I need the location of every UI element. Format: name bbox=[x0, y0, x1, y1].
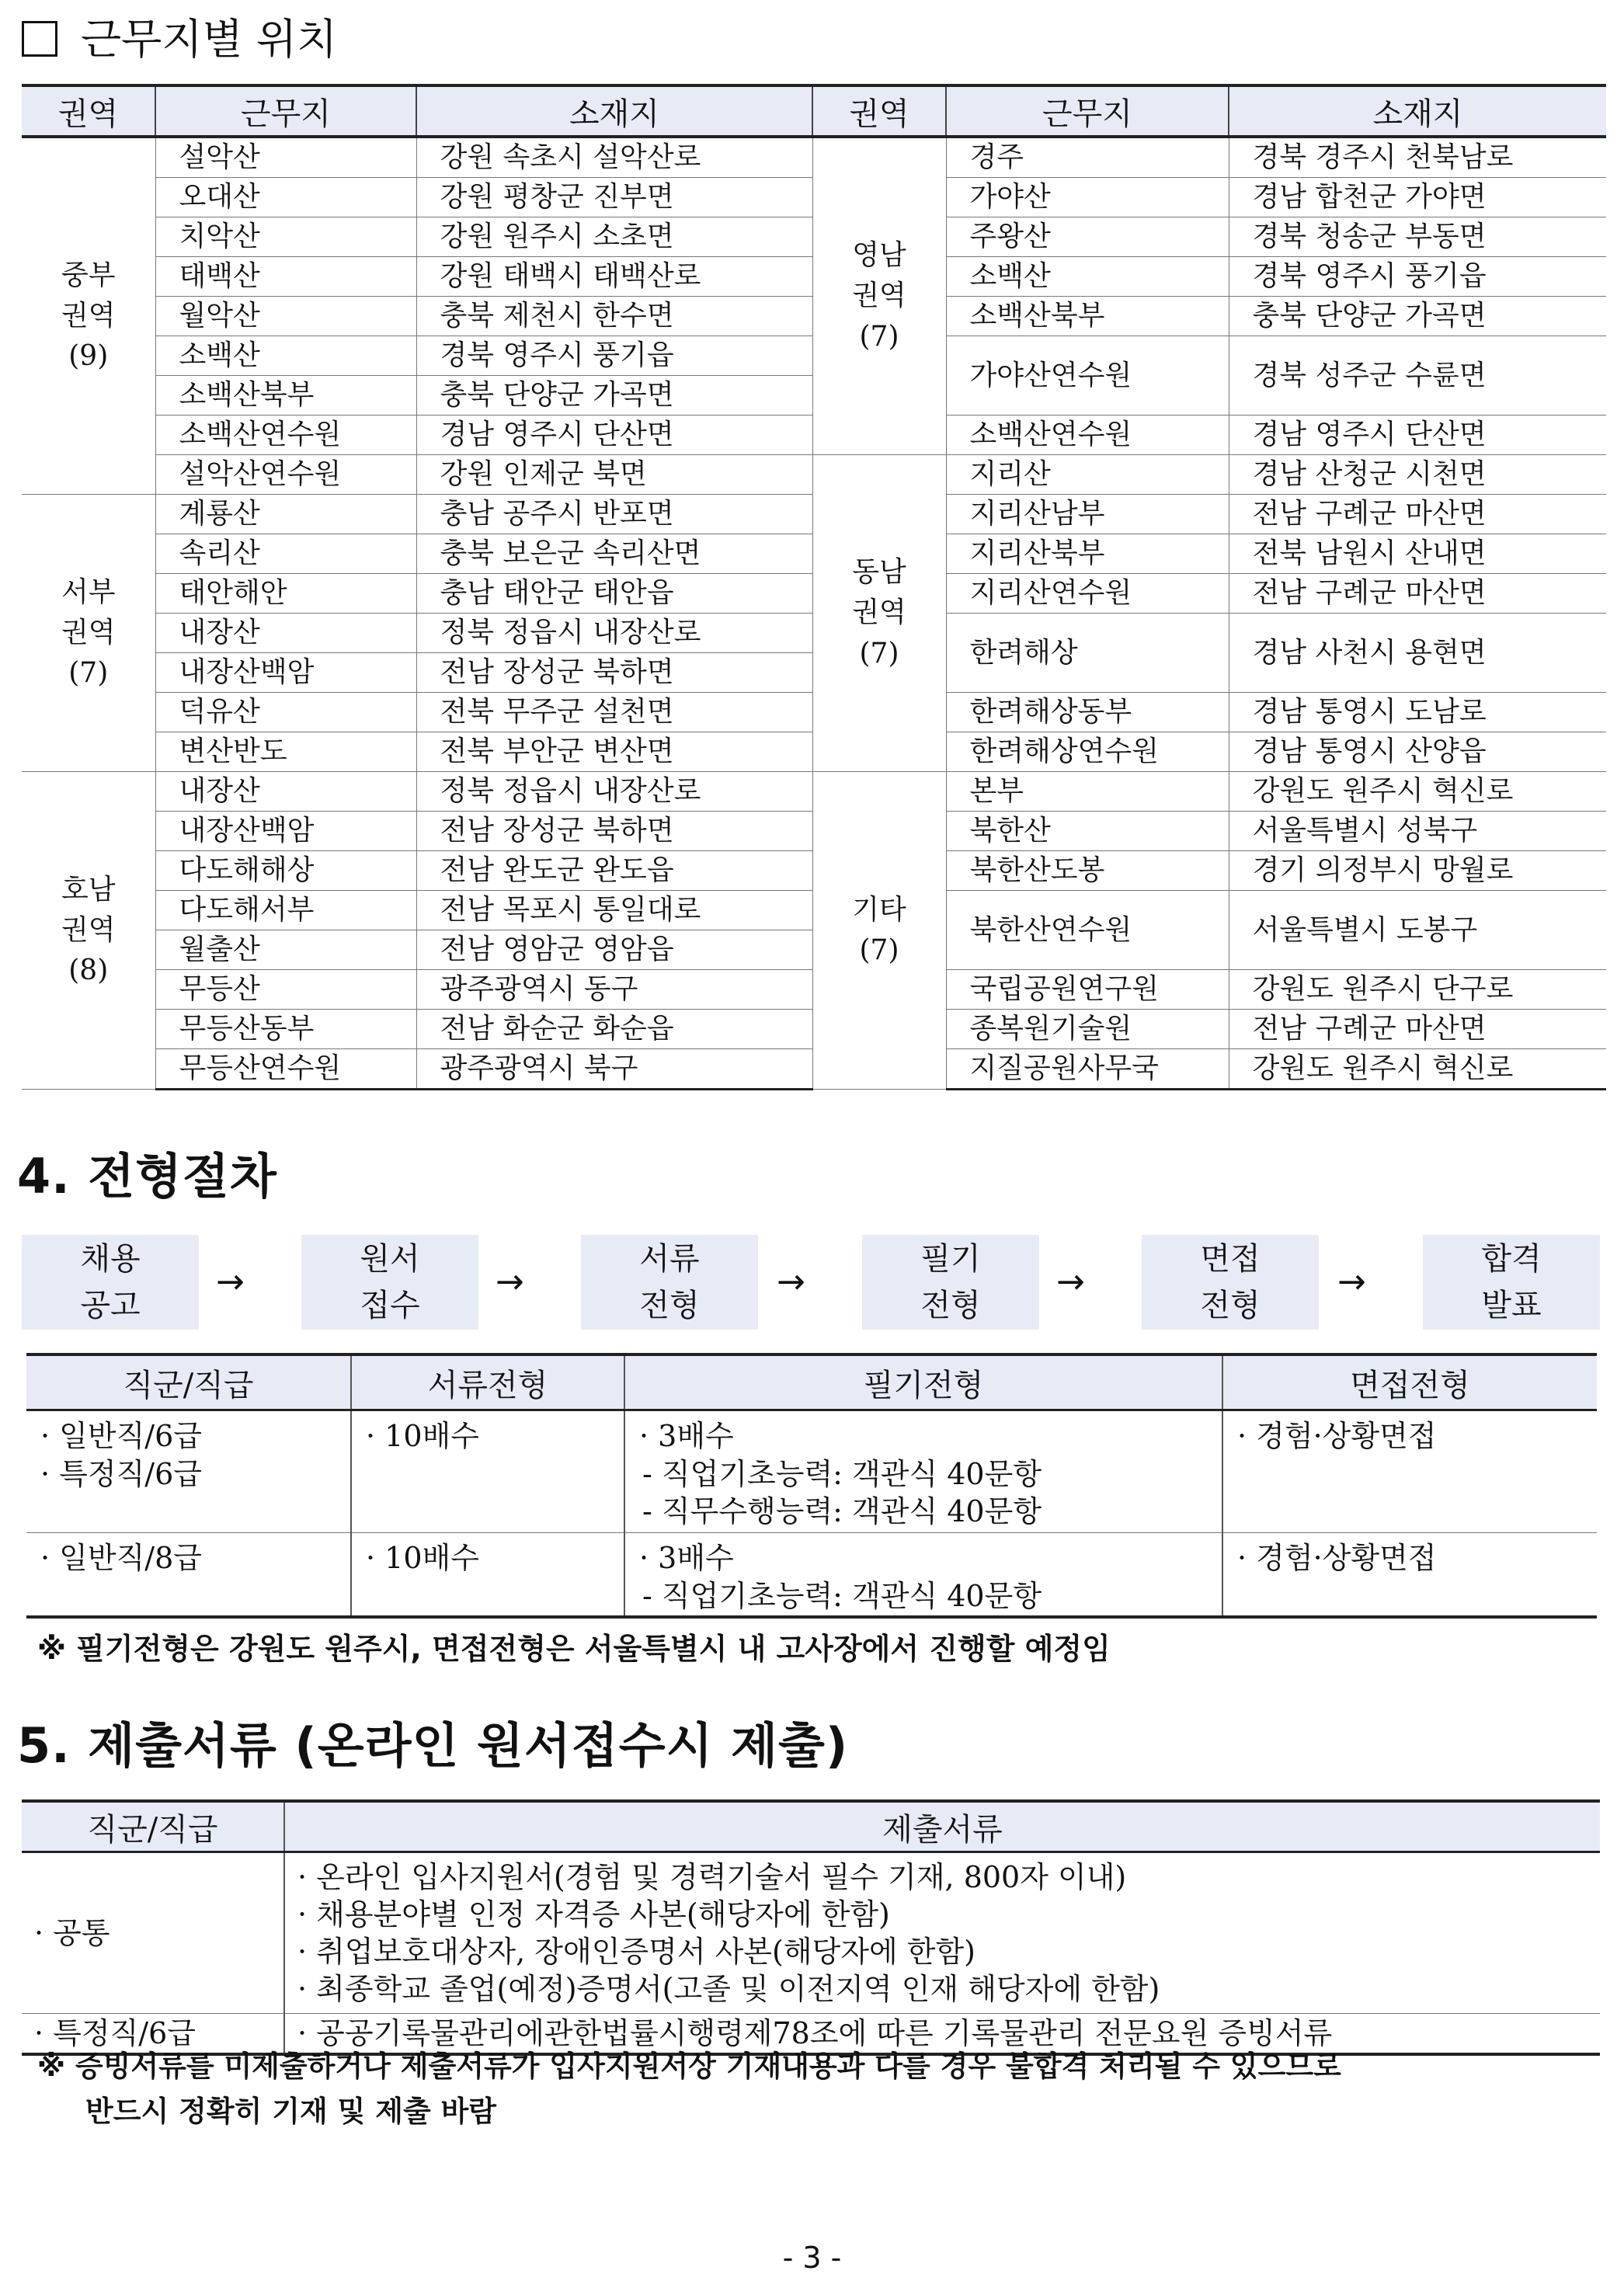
workplace-cell: 다도해해상 bbox=[155, 851, 416, 891]
workplace-cell: 본부 bbox=[946, 772, 1229, 812]
workplace-cell: 지리산북부 bbox=[946, 534, 1229, 574]
workplace-cell: 종복원기술원 bbox=[946, 1010, 1229, 1049]
workplace-cell: 속리산 bbox=[155, 534, 416, 574]
workplace-cell: 국립공원연구원 bbox=[946, 970, 1229, 1010]
workplace-cell: 소백산북부 bbox=[946, 297, 1229, 336]
workplace-cell: 설악산연수원 bbox=[155, 455, 416, 495]
workplace-cell: 소백산 bbox=[155, 336, 416, 376]
region-cell: 동남 권역 (7) bbox=[812, 455, 946, 772]
workplace-cell: 설악산 bbox=[155, 137, 416, 178]
address-cell: 정북 정읍시 내장산로 bbox=[416, 614, 812, 653]
address-cell: 강원 평창군 진부면 bbox=[416, 178, 812, 217]
process-step: 면접 전형 bbox=[1142, 1235, 1319, 1330]
address-cell: 전남 장성군 북하면 bbox=[416, 653, 812, 693]
workplace-cell: 북한산 bbox=[946, 812, 1229, 851]
workplace-cell: 내장산백암 bbox=[155, 653, 416, 693]
workplace-cell: 지리산연수원 bbox=[946, 574, 1229, 614]
address-cell: 전남 구례군 마산면 bbox=[1229, 1010, 1606, 1049]
workplace-cell: 북한산연수원 bbox=[946, 891, 1229, 970]
region-cell: 영남 권역 (7) bbox=[812, 137, 946, 455]
page-number: - 3 - bbox=[782, 2241, 842, 2275]
workplace-cell: 무등산 bbox=[155, 970, 416, 1010]
header-written-exam: 필기전형 bbox=[624, 1354, 1222, 1410]
grade-cell: · 공통 bbox=[22, 1852, 284, 2014]
address-cell: 강원도 원주시 단구로 bbox=[1229, 970, 1606, 1010]
arrow-right-icon: → bbox=[1056, 1262, 1085, 1302]
exam-location-note: ※ 필기전형은 강원도 원주시, 면접전형은 서울특별시 내 고사장에서 진행할 예정임 bbox=[37, 1632, 1111, 1666]
process-step: 필기 전형 bbox=[862, 1235, 1039, 1330]
address-cell: 경북 청송군 부동면 bbox=[1229, 217, 1606, 257]
arrow-right-icon: → bbox=[496, 1262, 524, 1302]
address-cell: 전남 영암군 영암읍 bbox=[416, 930, 812, 970]
workplace-cell: 한려해상 bbox=[946, 614, 1229, 693]
workplace-cell: 오대산 bbox=[155, 178, 416, 217]
address-cell: 충북 보은군 속리산면 bbox=[416, 534, 812, 574]
address-cell: 정북 정읍시 내장산로 bbox=[416, 772, 812, 812]
address-cell: 서울특별시 도봉구 bbox=[1229, 891, 1606, 970]
workplace-cell: 소백산북부 bbox=[155, 376, 416, 416]
checkbox-square-icon bbox=[22, 21, 57, 57]
address-cell: 강원 속초시 설악산로 bbox=[416, 137, 812, 178]
section5-title: 5. 제출서류 (온라인 원서접수시 제출) bbox=[17, 1717, 849, 1774]
workplace-cell: 계룡산 bbox=[155, 495, 416, 534]
workplace-cell: 지질공원사무국 bbox=[946, 1049, 1229, 1090]
workplace-cell: 소백산연수원 bbox=[946, 416, 1229, 455]
header-document-screening: 서류전형 bbox=[351, 1354, 624, 1410]
address-cell: 강원 태백시 태백산로 bbox=[416, 257, 812, 297]
header-grade: 직군/직급 bbox=[26, 1354, 351, 1410]
location-table bbox=[22, 84, 1606, 1090]
region-cell: 기타 (7) bbox=[812, 772, 946, 1090]
header-grade: 직군/직급 bbox=[22, 1801, 284, 1852]
address-cell: 전북 부안군 변산면 bbox=[416, 732, 812, 772]
table-row bbox=[22, 772, 1606, 812]
workplace-cell: 태백산 bbox=[155, 257, 416, 297]
process-step: 서류 전형 bbox=[581, 1235, 758, 1330]
doc-screening-cell: · 10배수 bbox=[351, 1533, 624, 1617]
grade-cell: · 일반직/6급 · 특정직/6급 bbox=[26, 1410, 351, 1533]
workplace-cell: 태안해안 bbox=[155, 574, 416, 614]
arrow-right-icon: → bbox=[1337, 1262, 1366, 1302]
address-cell: 서울특별시 성북구 bbox=[1229, 812, 1606, 851]
region-cell: 중부 권역 (9) bbox=[22, 137, 155, 495]
section-title: 근무지별 위치 bbox=[22, 6, 337, 66]
address-cell: 경북 경주시 천북남로 bbox=[1229, 137, 1606, 178]
table-row bbox=[26, 1533, 1597, 1617]
documents-note-line2: 반드시 정확히 기재 및 제출 바람 bbox=[85, 2095, 497, 2128]
table-row bbox=[22, 137, 1606, 178]
address-cell: 강원도 원주시 혁신로 bbox=[1229, 1049, 1606, 1090]
address-cell: 전남 화순군 화순읍 bbox=[416, 1010, 812, 1049]
address-cell: 전북 남원시 산내면 bbox=[1229, 534, 1606, 574]
table-row bbox=[22, 455, 1606, 495]
header-region-left: 권역 bbox=[22, 85, 155, 137]
address-cell: 충북 단양군 가곡면 bbox=[1229, 297, 1606, 336]
address-cell: 전남 목포시 통일대로 bbox=[416, 891, 812, 930]
workplace-cell: 내장산백암 bbox=[155, 812, 416, 851]
workplace-cell: 월출산 bbox=[155, 930, 416, 970]
section4-title: 4. 전형절차 bbox=[17, 1148, 277, 1205]
workplace-cell: 월악산 bbox=[155, 297, 416, 336]
address-cell: 전남 구례군 마산면 bbox=[1229, 495, 1606, 534]
process-step: 원서 접수 bbox=[301, 1235, 478, 1330]
address-cell: 강원 원주시 소초면 bbox=[416, 217, 812, 257]
process-step: 채용 공고 bbox=[22, 1235, 199, 1330]
workplace-cell: 한려해상동부 bbox=[946, 693, 1229, 732]
table-row bbox=[22, 1852, 1600, 2014]
workplace-cell: 지리산남부 bbox=[946, 495, 1229, 534]
written-exam-cell: · 3배수 - 직업기초능력: 객관식 40문항 bbox=[624, 1533, 1222, 1617]
arrow-right-icon: → bbox=[216, 1262, 245, 1302]
workplace-cell: 무등산동부 bbox=[155, 1010, 416, 1049]
workplace-cell: 다도해서부 bbox=[155, 891, 416, 930]
address-cell: 광주광역시 북구 bbox=[416, 1049, 812, 1090]
address-cell: 경기 의정부시 망월로 bbox=[1229, 851, 1606, 891]
workplace-cell: 소백산연수원 bbox=[155, 416, 416, 455]
documents-note-line1: ※ 증빙서류를 미제출하거나 제출서류가 입사지원서상 기재내용과 다를 경우 불합격 처리될 수 있으므로 bbox=[37, 2050, 1341, 2083]
workplace-cell: 내장산 bbox=[155, 772, 416, 812]
address-cell: 충남 공주시 반포면 bbox=[416, 495, 812, 534]
workplace-cell: 덕유산 bbox=[155, 693, 416, 732]
address-cell: 경북 영주시 풍기읍 bbox=[1229, 257, 1606, 297]
header-documents: 제출서류 bbox=[284, 1801, 1600, 1852]
address-cell: 경남 사천시 용현면 bbox=[1229, 614, 1606, 693]
address-cell: 충남 태안군 태안읍 bbox=[416, 574, 812, 614]
region-cell: 서부 권역 (7) bbox=[22, 495, 155, 772]
arrow-right-icon: → bbox=[777, 1262, 805, 1302]
selection-table bbox=[26, 1353, 1597, 1619]
address-cell: 전남 구례군 마산면 bbox=[1229, 574, 1606, 614]
address-cell: 강원도 원주시 혁신로 bbox=[1229, 772, 1606, 812]
workplace-cell: 소백산 bbox=[946, 257, 1229, 297]
address-cell: 충북 제천시 한수면 bbox=[416, 297, 812, 336]
workplace-cell: 무등산연수원 bbox=[155, 1049, 416, 1090]
header-workplace-right: 근무지 bbox=[946, 85, 1229, 137]
workplace-cell: 변산반도 bbox=[155, 732, 416, 772]
header-address-right: 소재지 bbox=[1229, 85, 1606, 137]
documents-table bbox=[22, 1799, 1600, 2056]
written-exam-cell: · 3배수 - 직업기초능력: 객관식 40문항 - 직무수행능력: 객관식 40문항 bbox=[624, 1410, 1222, 1533]
region-cell: 호남 권역 (8) bbox=[22, 772, 155, 1090]
address-cell: 광주광역시 동구 bbox=[416, 970, 812, 1010]
workplace-cell: 경주 bbox=[946, 137, 1229, 178]
address-cell: 경남 영주시 단산면 bbox=[1229, 416, 1606, 455]
workplace-cell: 한려해상연수원 bbox=[946, 732, 1229, 772]
header-workplace-left: 근무지 bbox=[155, 85, 416, 137]
workplace-cell: 내장산 bbox=[155, 614, 416, 653]
documents-cell: · 온라인 입사지원서(경험 및 경력기술서 필수 기재, 800자 이내) · 채용분야별 인정 자격증 사본(해당자에 한함) · 취업보호대상자, 장애인증명서 사본(해당자에 한함) · 최종학교 졸업(예정)증명서(고졸 및 이전지역 인재 해당자에 한함) bbox=[284, 1852, 1600, 2014]
address-cell: 전남 장성군 북하면 bbox=[416, 812, 812, 851]
header-region-right: 권역 bbox=[812, 85, 946, 137]
workplace-cell: 북한산도봉 bbox=[946, 851, 1229, 891]
address-cell: 경북 성주군 수륜면 bbox=[1229, 336, 1606, 416]
workplace-cell: 치악산 bbox=[155, 217, 416, 257]
address-cell: 경남 통영시 도남로 bbox=[1229, 693, 1606, 732]
address-cell: 경남 통영시 산양읍 bbox=[1229, 732, 1606, 772]
header-address-left: 소재지 bbox=[416, 85, 812, 137]
address-cell: 강원 인제군 북면 bbox=[416, 455, 812, 495]
interview-cell: · 경험·상황면접 bbox=[1222, 1533, 1597, 1617]
process-step: 합격 발표 bbox=[1423, 1235, 1600, 1330]
grade-cell: · 특정직/6급 bbox=[22, 2014, 284, 2054]
workplace-cell: 지리산 bbox=[946, 455, 1229, 495]
documents-cell: · 공공기록물관리에관한법률시행령제78조에 따른 기록물관리 전문요원 증빙서류 bbox=[284, 2014, 1600, 2054]
address-cell: 전남 완도군 완도읍 bbox=[416, 851, 812, 891]
header-interview: 면접전형 bbox=[1222, 1354, 1597, 1410]
grade-cell: · 일반직/8급 bbox=[26, 1533, 351, 1617]
address-cell: 충북 단양군 가곡면 bbox=[416, 376, 812, 416]
address-cell: 경남 합천군 가야면 bbox=[1229, 178, 1606, 217]
address-cell: 경남 영주시 단산면 bbox=[416, 416, 812, 455]
table-row bbox=[26, 1410, 1597, 1533]
address-cell: 전북 무주군 설천면 bbox=[416, 693, 812, 732]
address-cell: 경북 영주시 풍기읍 bbox=[416, 336, 812, 376]
workplace-cell: 주왕산 bbox=[946, 217, 1229, 257]
workplace-cell: 가야산연수원 bbox=[946, 336, 1229, 416]
doc-screening-cell: · 10배수 bbox=[351, 1410, 624, 1533]
interview-cell: · 경험·상황면접 bbox=[1222, 1410, 1597, 1533]
workplace-cell: 가야산 bbox=[946, 178, 1229, 217]
address-cell: 경남 산청군 시천면 bbox=[1229, 455, 1606, 495]
